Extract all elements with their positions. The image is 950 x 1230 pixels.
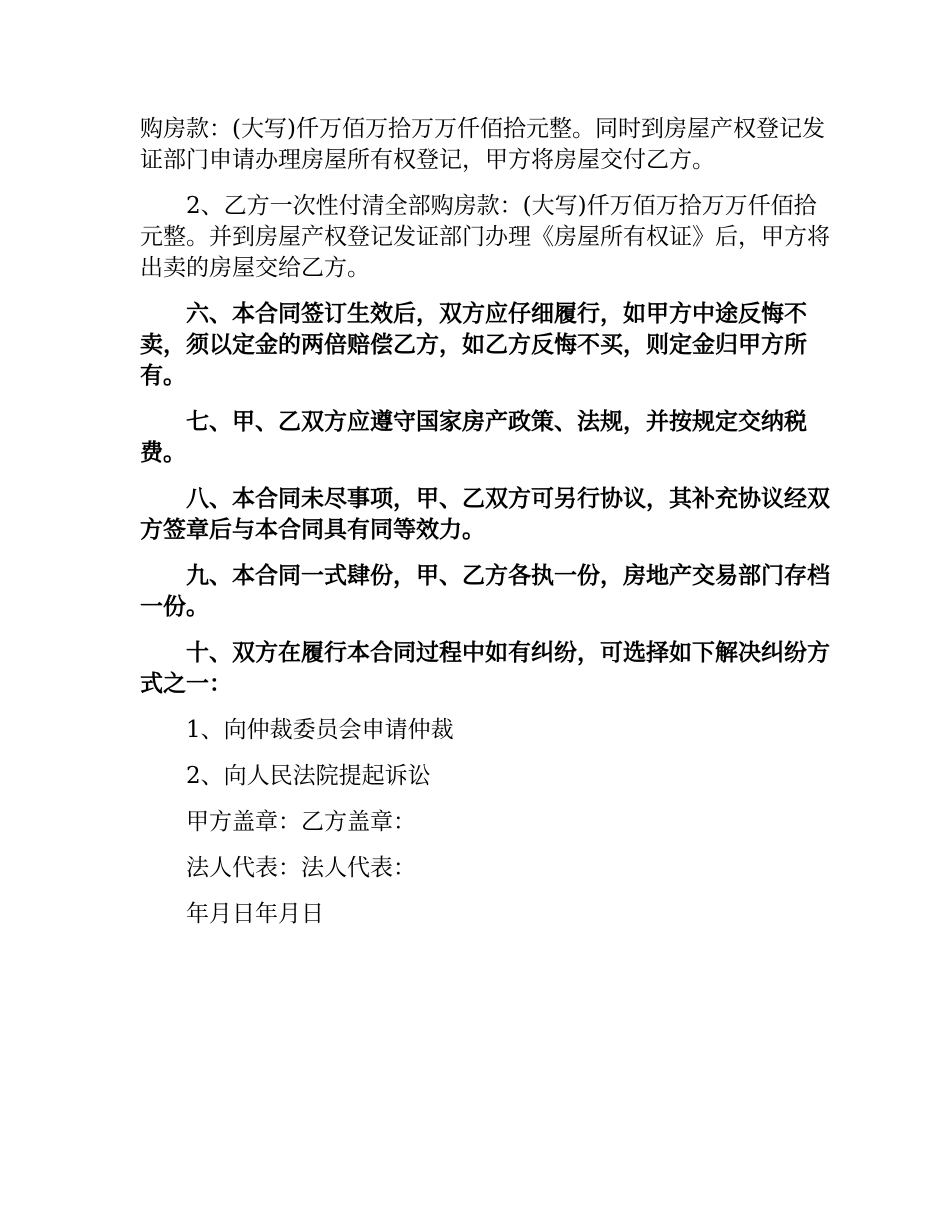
paragraph-article-9: 九、本合同一式肆份，甲、乙方各执一份，房地产交易部门存档一份。: [140, 563, 830, 620]
paragraph-clause-2-full-payment: 2、乙方一次性付清全部购房款：(大写)仟万佰万拾万万仟佰拾元整。并到房屋产权登记发证部门办理《房屋所有权证》后，甲方将出卖的房屋交给乙方。: [140, 193, 830, 281]
signature-date-line: 年月日年月日: [186, 901, 324, 927]
document-page: [140, 114, 830, 945]
paragraph-article-6: 六、本合同签订生效后，双方应仔细履行，如甲方中途反悔不卖，须以定金的两倍赔偿乙方，如乙方反悔不买，则定金归甲方所有。: [140, 301, 807, 389]
paragraph-article-10: 十、双方在履行本合同过程中如有纠纷，可选择如下解决纠纷方式之一：: [140, 640, 830, 697]
list-item-litigation: 2、向人民法院提起诉讼: [186, 763, 431, 789]
paragraph-article-7: 七、甲、乙双方应遵守国家房产政策、法规，并按规定交纳税费。: [140, 409, 807, 466]
paragraph-article-8: 八、本合同未尽事项，甲、乙双方可另行协议，其补充协议经双方签章后与本合同具有同等效力。: [140, 486, 830, 543]
signature-seal-line: 甲方盖章：乙方盖章：: [186, 809, 416, 835]
signature-representative-line: 法人代表：法人代表：: [186, 855, 416, 881]
paragraph-payment-continued: 购房款：(大写)仟万佰万拾万万仟佰拾元整。同时到房屋产权登记发证部门申请办理房屋所有权登记，甲方将房屋交付乙方。: [140, 116, 825, 173]
list-item-arbitration: 1、向仲裁委员会申请仲裁: [186, 717, 454, 743]
